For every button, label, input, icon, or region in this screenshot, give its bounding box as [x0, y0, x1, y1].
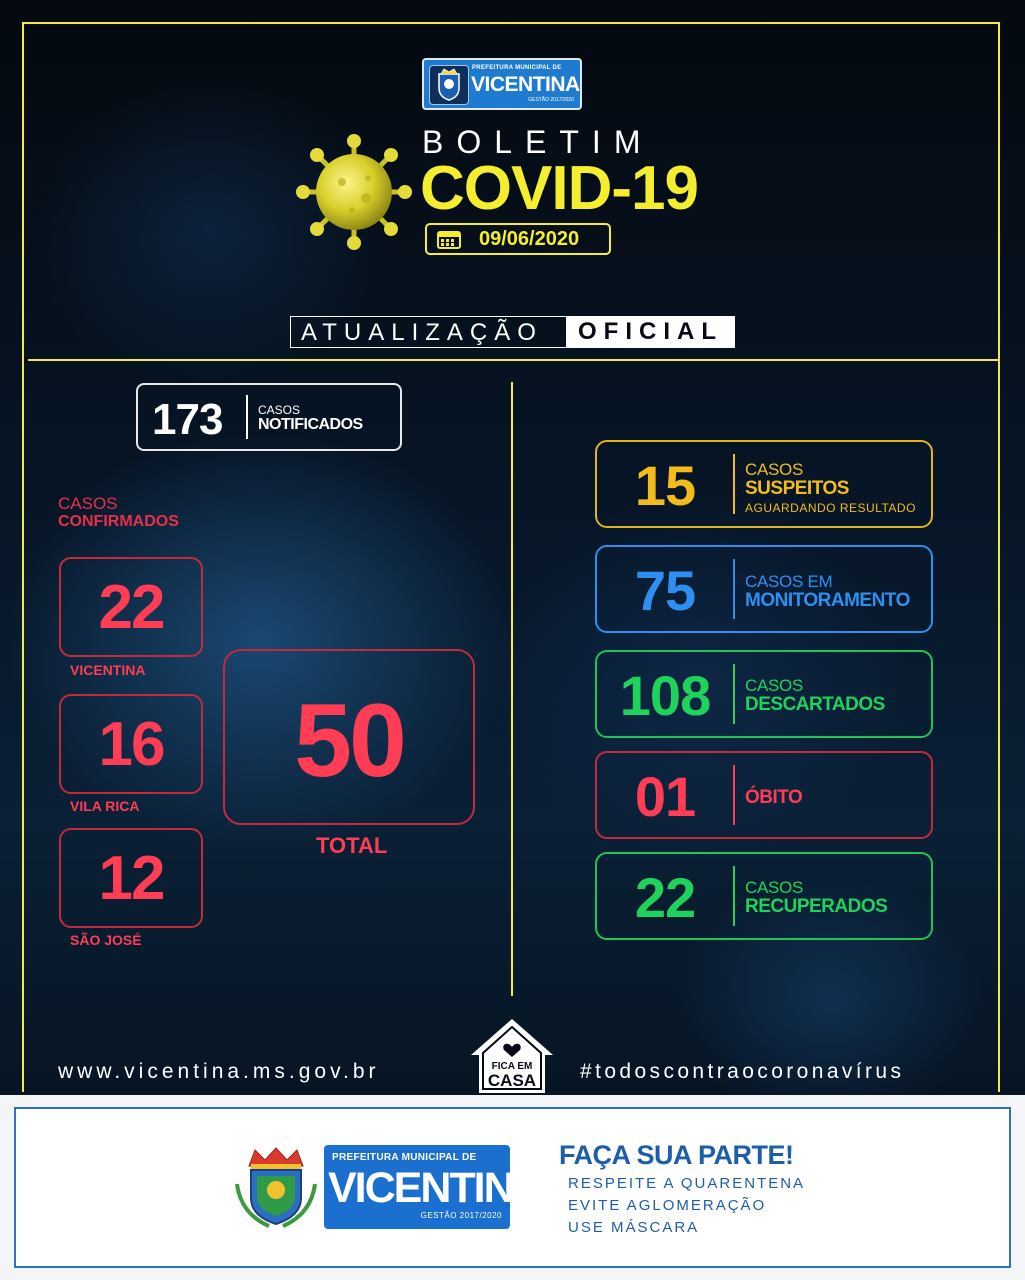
stat-label-main: MONITORAMENTO	[745, 590, 910, 611]
stat-label-top: CASOS EM	[745, 572, 833, 591]
card-separator	[733, 866, 735, 926]
card-separator	[733, 765, 735, 825]
city-card-sao-jose	[59, 828, 203, 928]
stat-label-top: CASOS	[745, 460, 804, 479]
city-value: 22	[98, 573, 164, 642]
house-text-top: FICA EM	[491, 1061, 533, 1072]
stat-label-main: ÓBITO	[745, 787, 803, 808]
date-badge	[425, 223, 611, 255]
municipal-crest-icon	[429, 65, 469, 105]
suspected-cases-card	[595, 440, 933, 528]
card-separator	[733, 559, 735, 619]
card-separator	[733, 664, 735, 724]
total-value: 50	[294, 683, 404, 799]
house-text-bottom: CASA	[487, 1071, 537, 1090]
campaign-hashtag: #todoscontraocoronavírus	[580, 1060, 905, 1083]
recovered-cases-card	[595, 852, 933, 940]
banner-municipal-logo	[324, 1145, 542, 1229]
confirmed-title-bottom: CONFIRMADOS	[58, 513, 179, 530]
card-separator	[246, 395, 248, 439]
monitoring-cases-card	[595, 545, 933, 633]
official-label: OFICIAL	[566, 316, 735, 348]
bulletin-date: 09/06/2020	[479, 228, 580, 250]
city-value: 12	[98, 844, 164, 913]
logo-title: VICENTINA	[328, 1164, 542, 1212]
bulletin-label: BOLETIM	[422, 124, 654, 160]
card-separator	[733, 454, 735, 514]
notified-cases-card	[136, 383, 402, 451]
city-card-vicentina	[59, 557, 203, 657]
divider-horizontal	[28, 359, 998, 361]
stat-value: 15	[634, 454, 696, 517]
stat-value: 108	[619, 664, 711, 727]
banner-headline: FAÇA SUA PARTE!	[559, 1140, 794, 1170]
stat-value: 01	[634, 765, 696, 828]
banner-tip: EVITE AGLOMERAÇÃO	[568, 1197, 767, 1214]
stat-value: 75	[634, 559, 696, 622]
death-card	[595, 751, 933, 839]
banner-tip: USE MÁSCARA	[568, 1219, 700, 1236]
bottom-banner	[0, 1095, 1025, 1280]
coat-of-arms-icon	[233, 1144, 319, 1230]
stat-label-top: CASOS	[745, 676, 804, 695]
notified-value: 173	[152, 395, 223, 444]
city-value: 16	[98, 710, 164, 779]
calendar-icon	[437, 229, 461, 249]
notified-label-bottom: NOTIFICADOS	[258, 416, 363, 433]
notified-label-top: CASOS	[258, 403, 301, 417]
logo-subtitle: PREFEITURA MUNICIPAL DE	[472, 65, 562, 71]
logo-subtitle: PREFEITURA MUNICIPAL DE	[332, 1152, 477, 1163]
stat-label-main: DESCARTADOS	[745, 694, 885, 715]
bulletin-title: COVID-19	[420, 154, 698, 223]
confirmed-title-top: CASOS	[58, 494, 118, 513]
stat-value: 22	[634, 866, 696, 929]
home-icon	[469, 1017, 555, 1095]
update-label: ATUALIZAÇÃO	[290, 316, 566, 348]
website-url: www.vicentina.ms.gov.br	[58, 1060, 380, 1083]
logo-title: VICENTINA	[471, 73, 580, 96]
stat-label-main: SUSPEITOS	[745, 478, 849, 499]
stat-label-main: RECUPERADOS	[745, 896, 888, 917]
logo-term: GESTÃO 2017/2020	[528, 97, 574, 103]
header-municipal-logo	[422, 58, 582, 110]
divider-vertical	[511, 382, 513, 996]
total-label: TOTAL	[316, 833, 388, 858]
stat-label-note: AGUARDANDO RESULTADO	[745, 501, 916, 515]
banner-tip: RESPEITE A QUARENTENA	[568, 1175, 806, 1192]
city-name: VICENTINA	[70, 662, 146, 678]
logo-term: GESTÃO 2017/2020	[420, 1211, 502, 1220]
virus-icon	[296, 134, 412, 250]
city-name: SÃO JOSÉ	[70, 932, 142, 948]
stat-label-top: CASOS	[745, 878, 804, 897]
discarded-cases-card	[595, 650, 933, 738]
city-name: VILA RICA	[70, 798, 140, 814]
total-confirmed-card	[223, 649, 475, 825]
city-card-vila-rica	[59, 694, 203, 794]
